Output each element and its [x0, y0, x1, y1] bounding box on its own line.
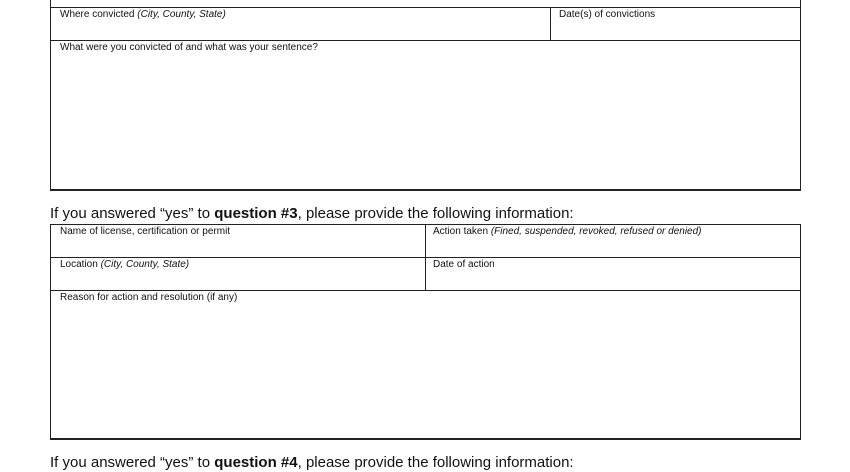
question-3-heading: If you answered “yes” to question #3, please provide the following information:: [50, 205, 574, 222]
action-taken-label: Action taken (Fined, suspended, revoked, refused or denied): [433, 226, 702, 237]
dates-of-convictions-field[interactable]: [551, 8, 800, 39]
action-taken-field[interactable]: [426, 225, 800, 256]
location-field[interactable]: [51, 258, 424, 289]
license-name-label: Name of license, certification or permit: [60, 226, 231, 237]
sentence-question-label: What were you convicted of and what was your sentence?: [60, 42, 318, 53]
date-of-action-label: Date of action: [433, 259, 495, 270]
sentence-field[interactable]: [51, 41, 800, 188]
reason-field[interactable]: [51, 291, 800, 438]
location-label: Location (City, County, State): [60, 259, 190, 270]
license-name-field[interactable]: [51, 225, 424, 256]
where-convicted-label: Where convicted (City, County, State): [60, 9, 226, 20]
date-of-action-field[interactable]: [426, 258, 800, 289]
where-convicted-field[interactable]: [51, 8, 549, 39]
question-4-heading: If you answered “yes” to question #4, please provide the following information:: [50, 454, 574, 471]
dates-of-convictions-label: Date(s) of convictions: [559, 9, 656, 20]
reason-label: Reason for action and resolution (if any): [60, 292, 238, 303]
